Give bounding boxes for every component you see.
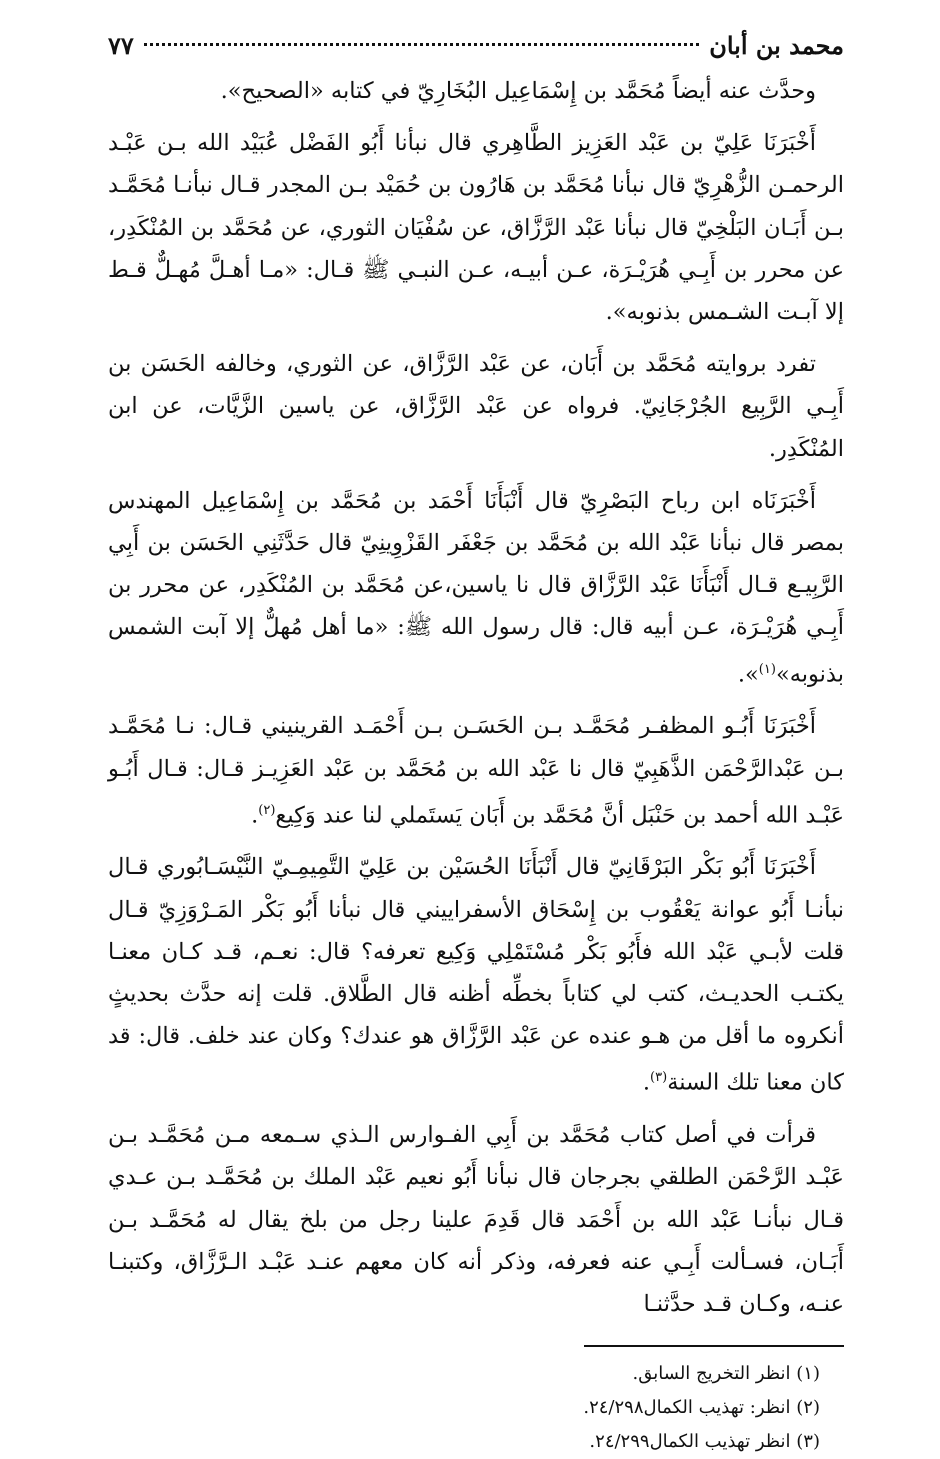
page-number: ٧٧ xyxy=(108,31,134,60)
paragraph-5-text: أَخْبَرَنَا أَبُـو المظفـر مُحَمَّـد بـن الحَسَـن بـن أَحْمَـد القرينيني قـال: نـا مُحَمَّـد بـن عَبْدالرَّحْمَن الذَّهَبِيّ قال نا عَبْد الله بن مُحَمَّد بن عَبْد العَزِيـز قـال: قـال أَبُـو عَبْـد الله أحمد بن حَنْبَل أنَّ مُحَمَّد بن أَبَان يَستَملي لنا عند وَكِيع xyxy=(108,713,844,829)
paragraph-6-closing: . xyxy=(642,1069,651,1096)
main-text xyxy=(108,70,844,1325)
book-page xyxy=(108,22,844,1459)
paragraph-6 xyxy=(108,846,844,1104)
paragraph-1: وحدَّث عنه أيضاً مُحَمَّد بن إِسْمَاعِيل البُخَارِيّ في كتابه «الصحيح». xyxy=(220,78,816,104)
running-header xyxy=(108,22,844,70)
footnote-divider xyxy=(584,1345,844,1347)
footnote-3: (٣) انظر تهذيب الكمال٢٤/٢٩٩. xyxy=(589,1431,820,1453)
paragraph-6-text: أَخْبَرَنَا أَبُو بَكْر البَرْقَانِيّ قال أَنْبَأَنَا الحُسَيْن بن عَلِيّ التَّمِيمِـيّ النَّيْسَـابُوري قـال نبأنـا أَبُو عوانة يَعْقُوب بن إِسْحَاق الأسفراييني قال نبأنا أَبُو بَكْر المَـرْوَزِيّ قـال قلت لأبـي عَبْد الله فأَبُو بَكْر مُسْتَمْلِي وَكِيع تعرفه؟ قال: نعـم، قـد كـان معنـا يكتـب الحديـث، كتب لي كتاباً بخطِّه أظنه قال الطَّلاق. قلت إنه حدَّث بحديثٍ أنكروه ما أقل من هـو عنده عن عَبْد الرَّزَّاق هو عندك؟ وكان عند خلف. قال: قد كان معنا تلك السنة xyxy=(108,854,844,1096)
paragraph-5-closing: . xyxy=(251,802,259,829)
footnote-1: (١) انظر التخريج السابق. xyxy=(632,1363,820,1385)
header-leader-dots xyxy=(144,43,699,46)
paragraph-2: أَخْبَرَنَا عَلِيّ بن عَبْد العَزِيز الطَّاهِري قال نبأنا أَبُو الفَضْل عُبَيْد الله بـن عَبْـد الرحمـن الزُّهْرِيّ قال نبأنا مُحَمَّد بن هَارُون بن حُمَيْد بـن المجدر قـال نبأنـا مُحَمَّـد بـن أَبَـان البَلْخِيّ قال نبأنا عَبْد الرَّزَّاق، عن سُفْيَان الثوري، عن مُحَمَّد بن المُنْكَدِر، عن محرر بن أَبِـي هُرَيْـرَة، عـن أبيـه، عـن النبـي ﷺ قـال: «مـا أهـلَّ مُهـلٌّ قـط إلا آبـت الشـمس بذنوبه». xyxy=(108,130,844,326)
paragraph-4-text: أَخْبَرَنَاه ابن رباح البَصْرِيّ قال أَنْبَأَنَا أَحْمَد بن مُحَمَّد بن إِسْمَاعِيل المهندس بمصر قال نبأنا عَبْد الله بن مُحَمَّد بن جَعْفَر القَزْوِينِيّ قال حَدَّثَنِي الحَسَن بن أَبِي الرَّبِيـع قـال أَنْبَأَنَا عَبْد الرَّزَّاق قال نا ياسين،عن مُحَمَّد بن المُنْكَدِر، عن محرر بن أَبِـي هُرَيْـرَة، عـن أبيه قال: قال رسول الله ﷺ: «ما أهل مُهلٌّ إلا آبت الشمس بذنوبه» xyxy=(108,487,844,688)
paragraph-4-closing: ». xyxy=(737,661,759,688)
header-title: محمد بن أبان xyxy=(709,31,844,60)
paragraph-4 xyxy=(108,480,844,696)
footnote-ref-3: (٣) xyxy=(650,1070,668,1086)
footnote-2: (٢) انظر: تهذيب الكمال٢٤/٢٩٨. xyxy=(583,1397,820,1419)
paragraph-7: قرأت في أصل كتاب مُحَمَّد بن أَبِي الفـوارس الـذي سـمعه مـن مُحَمَّـد بـن عَبْـد الرَّحْمَن الطلقي بجرجان قال نبأنا أَبُو نعيم عَبْد الملك بن مُحَمَّـد بـن عـدي قـال نبأنـا عَبْد الله بن أَحْمَد قال قَدِمَ علينا رجل من بلخ يقال له مُحَمَّـد بـن أَبَـان، فسـألت أَبِـي عنه فعرفه، وذكر أنه كان معهم عنـد عَبْـد الـرَّزَّاق، وكتبنـا عنـه، وكـان قـد حدَّثنـا xyxy=(108,1122,844,1317)
footnote-ref-1: (١) xyxy=(758,661,776,677)
footnotes xyxy=(108,1357,844,1459)
paragraph-3: تفرد بروايته مُحَمَّد بن أَبَان، عن عَبْد الرَّزَّاق، عن الثوري، وخالفه الحَسَن بن أَبِـي الرَّبِيع الجُرْجَانِيّ. فرواه عن عَبْد الرَّزَّاق، عن ياسين الزَّيَّات، عن ابن المُنْكَدِر. xyxy=(108,351,844,462)
paragraph-5 xyxy=(108,705,844,836)
footnote-ref-2: (٢) xyxy=(258,802,276,818)
